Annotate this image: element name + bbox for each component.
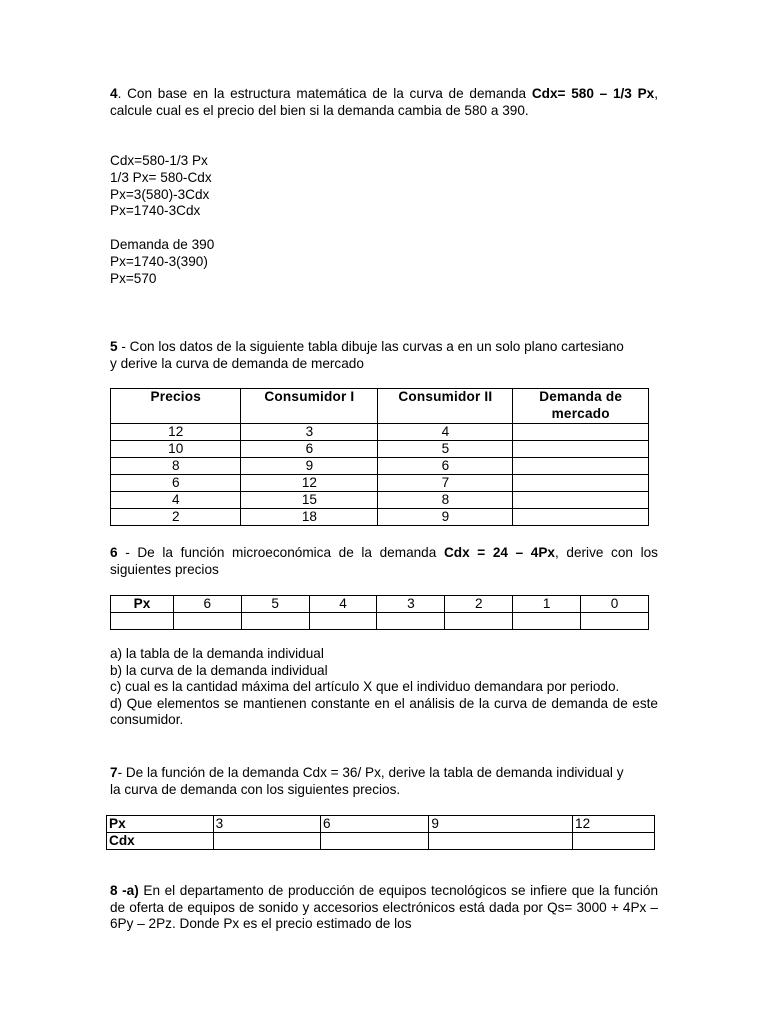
table-cell bbox=[513, 613, 581, 630]
q8-text: En el departamento de producción de equipos tecnológicos se infiere que la función de oferta de equipos de sonido y accesorios electrónicos está dada por Qs= 3000 + 4Px – 6Py – 2Pz. Donde Px es el precio estimado de los bbox=[110, 883, 658, 931]
q6-item: b) la curva de la demanda individual bbox=[110, 662, 328, 678]
table-cell bbox=[513, 424, 649, 441]
table-row bbox=[111, 613, 649, 630]
table-cell: 12 bbox=[241, 475, 378, 492]
question-6 bbox=[110, 545, 658, 578]
q4-result-line: Px=1740-3(390) bbox=[110, 253, 208, 269]
table-cell bbox=[573, 833, 655, 850]
table-cell: 18 bbox=[241, 509, 378, 526]
q6-px-label: Px bbox=[111, 596, 174, 613]
table-cell bbox=[111, 613, 174, 630]
q6-rest: , derive con los siguientes precios bbox=[110, 545, 658, 577]
table-cell: 8 bbox=[111, 458, 241, 475]
table-row bbox=[111, 441, 649, 458]
table-cell: 9 bbox=[429, 816, 573, 833]
table-cell: 3 bbox=[377, 596, 445, 613]
table-cell: 6 bbox=[111, 475, 241, 492]
q4-result-line: Px=570 bbox=[110, 270, 157, 286]
table-cell: 5 bbox=[378, 441, 513, 458]
table-cell: 9 bbox=[241, 458, 378, 475]
q5-header-consumidor-2: Consumidor II bbox=[378, 389, 513, 424]
table-cell: 4 bbox=[309, 596, 377, 613]
q5-header-consumidor-1: Consumidor I bbox=[241, 389, 378, 424]
q4-steps bbox=[110, 153, 658, 220]
table-cell: 4 bbox=[111, 492, 241, 509]
q5-header-demanda-mercado: Demanda de mercado bbox=[513, 389, 649, 424]
question-7 bbox=[110, 765, 630, 798]
table-cell bbox=[213, 833, 320, 850]
q7-px-label: Px bbox=[107, 816, 214, 833]
q4-step: Px=3(580)-3Cdx bbox=[110, 186, 210, 202]
table-cell: 1 bbox=[513, 596, 581, 613]
q4-number: 4 bbox=[110, 86, 118, 101]
table-cell: 5 bbox=[241, 596, 309, 613]
table-cell: 12 bbox=[573, 816, 655, 833]
table-cell: 12 bbox=[111, 424, 241, 441]
table-cell: 8 bbox=[378, 492, 513, 509]
table-row bbox=[111, 424, 649, 441]
q6-table bbox=[110, 595, 649, 630]
table-cell bbox=[513, 458, 649, 475]
table-cell bbox=[513, 509, 649, 526]
q7-number: 7 bbox=[110, 765, 118, 780]
question-5 bbox=[110, 339, 630, 372]
table-cell bbox=[513, 441, 649, 458]
q5-text: - Con los datos de la siguiente tabla dibuje las curvas a en un solo plano cartesiano y derive la curva de demanda de mercado bbox=[110, 339, 624, 371]
q4-step: 1/3 Px= 580-Cdx bbox=[110, 169, 212, 185]
table-cell: 15 bbox=[241, 492, 378, 509]
q5-header-precios: Precios bbox=[111, 389, 241, 424]
table-row bbox=[107, 833, 655, 850]
table-cell: 4 bbox=[378, 424, 513, 441]
q6-item: d) Que elementos se mantienen constante en el análisis de la curva de demanda de este consumidor. bbox=[110, 695, 658, 727]
q7-table bbox=[106, 815, 655, 850]
question-8 bbox=[110, 883, 658, 933]
table-cell bbox=[321, 833, 429, 850]
q7-text: - De la función de la demanda Cdx = 36/ Px, derive la tabla de demanda individual y la curva de demanda con los siguientes precios. bbox=[110, 765, 624, 797]
table-cell: 10 bbox=[111, 441, 241, 458]
q4-result-line: Demanda de 390 bbox=[110, 237, 215, 252]
table-cell bbox=[309, 613, 377, 630]
table-cell: 2 bbox=[111, 509, 241, 526]
q6-formula: Cdx = 24 – 4Px bbox=[443, 545, 555, 560]
q6-number: 6 bbox=[110, 545, 118, 560]
q6-item: a) la tabla de la demanda individual bbox=[110, 646, 324, 661]
table-row bbox=[111, 509, 649, 526]
q8-number: 8 -a) bbox=[110, 883, 139, 898]
table-row bbox=[111, 475, 649, 492]
q4-result bbox=[110, 237, 658, 287]
table-cell bbox=[429, 833, 573, 850]
table-cell: 9 bbox=[378, 509, 513, 526]
table-row bbox=[111, 596, 649, 613]
table-row bbox=[111, 458, 649, 475]
table-cell: 3 bbox=[241, 424, 378, 441]
table-cell: 7 bbox=[378, 475, 513, 492]
table-cell bbox=[445, 613, 513, 630]
table-cell: 2 bbox=[445, 596, 513, 613]
table-cell: 6 bbox=[241, 441, 378, 458]
table-cell: 3 bbox=[213, 816, 320, 833]
table-cell bbox=[241, 613, 309, 630]
q5-table bbox=[110, 388, 649, 526]
q6-items bbox=[110, 646, 658, 729]
q7-cdx-label: Cdx bbox=[107, 833, 214, 850]
q6-item: c) cual es la cantidad máxima del artículo X que el individuo demandara por periodo. bbox=[110, 679, 620, 694]
table-row bbox=[107, 816, 655, 833]
table-cell bbox=[581, 613, 649, 630]
table-cell: 6 bbox=[173, 596, 241, 613]
q4-formula: Cdx= 580 – 1/3 Px bbox=[531, 86, 655, 101]
table-cell bbox=[513, 492, 649, 509]
q4-rest: , calcule cual es el precio del bien si la demanda cambia de 580 a 390. bbox=[110, 86, 658, 118]
table-row bbox=[111, 492, 649, 509]
q4-step: Cdx=580-1/3 Px bbox=[110, 153, 208, 168]
table-cell bbox=[377, 613, 445, 630]
q4-step: Px=1740-3Cdx bbox=[110, 203, 201, 219]
question-4 bbox=[110, 86, 658, 119]
q6-intro: - De la función microeconómica de la demanda bbox=[117, 545, 444, 560]
table-cell: 0 bbox=[581, 596, 649, 613]
q5-number: 5 bbox=[110, 339, 118, 354]
table-cell: 6 bbox=[378, 458, 513, 475]
table-cell: 6 bbox=[321, 816, 429, 833]
table-cell bbox=[173, 613, 241, 630]
q4-intro: . Con base en la estructura matemática de la curva de demanda bbox=[117, 86, 532, 101]
table-cell bbox=[513, 475, 649, 492]
